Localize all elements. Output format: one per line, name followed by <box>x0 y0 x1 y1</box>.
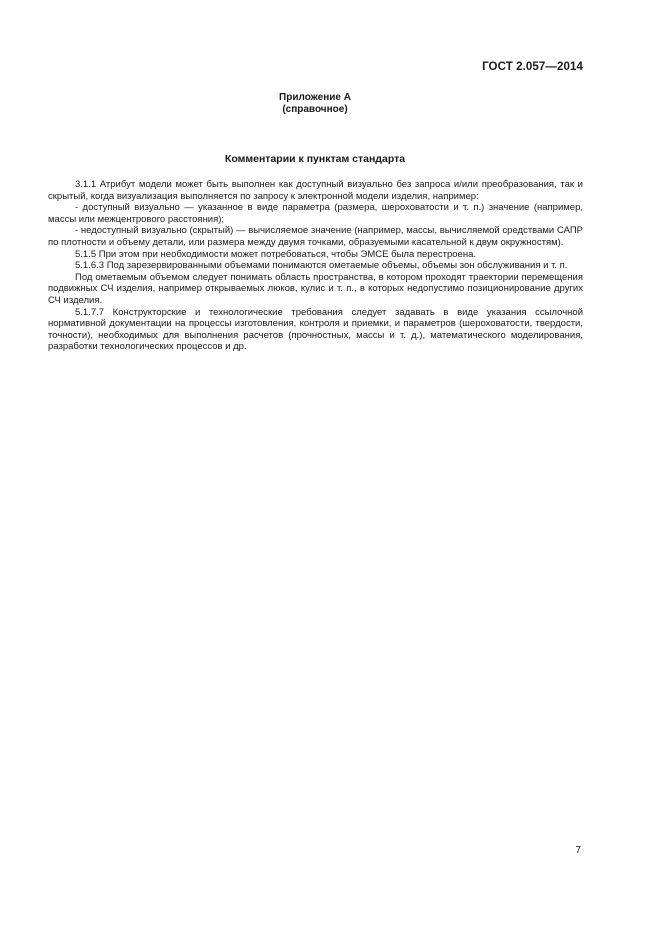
paragraph-5-1-7-7: 5.1.7.7 Конструкторские и технологические требования следует задавать в виде указания ссылочной нормативной документации на процессы изготовления, контроля и приемки, и параметров (шероховатости, твердости, точности), необходимых для выполнения расчетов (прочностных, массы и т. д.), математического моделирования, разработки технологических процессов и др. <box>48 306 583 353</box>
appendix-title: Приложение А <box>279 92 351 103</box>
page-number: 7 <box>575 845 581 856</box>
document-code: ГОСТ 2.057—2014 <box>482 61 583 73</box>
appendix-subtitle: (справочное) <box>282 104 348 115</box>
paragraph-swept-volume: Под ометаемым объемом следует понимать область пространства, в котором проходят траектории перемещения подвижных СЧ изделия, например открываемых люков, кулис и т. п., в которых недопустимо позиционирование других СЧ изделия. <box>48 271 583 306</box>
list-item-hidden: - недоступный визуально (скрытый) — вычисляемое значение (например, массы, вычисляемой средствами САПР по плотности и объему детали, или размера между двумя точками, образуемыми касательной к двум окружностям). <box>48 225 583 248</box>
list-item-visible: - доступный визуально — указанное в виде параметра (размера, шероховатости и т. п.) значение (например, массы или межцентрового расстояния); <box>48 202 583 225</box>
appendix-heading <box>0 92 630 116</box>
paragraph-5-1-5: 5.1.5 При этом при необходимости может потребоваться, чтобы ЭМСЕ была перестроена. <box>75 248 476 260</box>
paragraph-3-1-1: 3.1.1 Атрибут модели может быть выполнен как доступный визуально без запроса и/или преобразования, так и скрытый, когда визуализация выполняется по запросу к электронной модели изделия, например: <box>48 179 583 202</box>
section-title: Комментарии к пунктам стандарта <box>224 153 406 165</box>
body-text <box>48 179 583 353</box>
paragraph-5-1-6-3: 5.1.6.3 Под зарезервированными объемами понимаются ометаемые объемы, объемы зон обслуживания и т. п. <box>75 260 568 272</box>
